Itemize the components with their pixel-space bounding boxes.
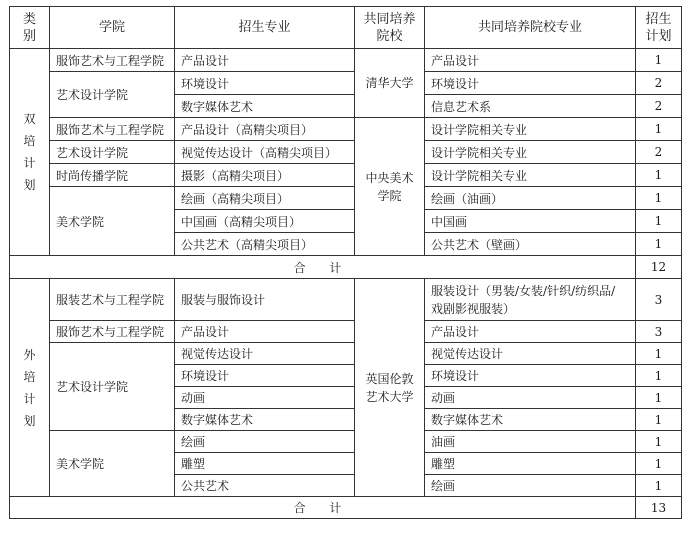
category-dual: 双 培 计 划 [10,49,50,256]
partner-major-cell: 信息艺术系 [425,95,636,118]
partner-major-cell: 雕塑 [425,453,636,475]
major-cell: 绘画（高精尖项目） [175,187,355,210]
table-row [10,187,682,210]
quota-cell: 1 [636,118,682,141]
quota-cell: 2 [636,72,682,95]
major-cell: 数字媒体艺术 [175,409,355,431]
partner-major-cell: 中国画 [425,210,636,233]
major-cell: 绘画 [175,431,355,453]
major-cell: 服装与服饰设计 [175,279,355,321]
total-label: 合 计 [10,256,636,279]
school-cell: 服饰艺术与工程学院 [50,49,175,72]
major-cell: 产品设计 [175,49,355,72]
total-row-external [10,497,682,519]
major-cell: 数字媒体艺术 [175,95,355,118]
header-partner: 共同培养 院校 [355,7,425,49]
partner-major-cell: 环境设计 [425,72,636,95]
partner-tsinghua: 清华大学 [355,49,425,118]
header-school: 学院 [50,7,175,49]
table-row [10,141,682,164]
quota-cell: 1 [636,164,682,187]
school-cell: 艺术设计学院 [50,72,175,118]
school-cell: 时尚传播学院 [50,164,175,187]
partner-major-cell: 油画 [425,431,636,453]
header-major: 招生专业 [175,7,355,49]
table-row [10,49,682,72]
table-row [10,164,682,187]
school-cell: 美术学院 [50,431,175,497]
partner-major-cell: 公共艺术（壁画） [425,233,636,256]
school-cell: 艺术设计学院 [50,141,175,164]
major-cell: 视觉传达设计（高精尖项目） [175,141,355,164]
table-row [10,321,682,343]
header-row [10,7,682,49]
quota-cell: 1 [636,49,682,72]
major-cell: 产品设计 [175,321,355,343]
major-cell: 公共艺术 [175,475,355,497]
category-external: 外 培 计 划 [10,279,50,497]
major-cell: 公共艺术（高精尖项目） [175,233,355,256]
partner-major-cell: 产品设计 [425,49,636,72]
quota-cell: 2 [636,141,682,164]
partner-major-cell: 设计学院相关专业 [425,164,636,187]
partner-major-cell: 数字媒体艺术 [425,409,636,431]
major-cell: 动画 [175,387,355,409]
school-cell: 服装艺术与工程学院 [50,279,175,321]
header-quota: 招生 计划 [636,7,682,49]
partner-major-cell: 设计学院相关专业 [425,118,636,141]
school-cell: 服饰艺术与工程学院 [50,321,175,343]
quota-cell: 1 [636,233,682,256]
table-row [10,279,682,321]
quota-cell: 1 [636,365,682,387]
school-cell: 美术学院 [50,187,175,256]
partner-major-cell: 绘画（油画） [425,187,636,210]
table-row [10,431,682,453]
table-row [10,118,682,141]
partner-major-cell: 设计学院相关专业 [425,141,636,164]
total-row-dual [10,256,682,279]
partner-ual: 英国伦敦 艺术大学 [355,279,425,497]
major-cell: 环境设计 [175,72,355,95]
quota-cell: 1 [636,187,682,210]
school-cell: 艺术设计学院 [50,343,175,431]
total-value: 13 [636,497,682,519]
major-cell: 摄影（高精尖项目） [175,164,355,187]
total-value: 12 [636,256,682,279]
quota-cell: 1 [636,343,682,365]
partner-cafa: 中央美术 学院 [355,118,425,256]
total-label: 合 计 [10,497,636,519]
quota-cell: 1 [636,475,682,497]
major-cell: 环境设计 [175,365,355,387]
major-cell: 视觉传达设计 [175,343,355,365]
quota-cell: 1 [636,453,682,475]
quota-cell: 1 [636,387,682,409]
table-row [10,72,682,95]
quota-cell: 1 [636,210,682,233]
table-row [10,343,682,365]
partner-major-cell: 服装设计（男装/女装/针织/纺织品/ 戏剧影视服装） [425,279,636,321]
partner-major-cell: 绘画 [425,475,636,497]
header-category: 类 别 [10,7,50,49]
partner-major-cell: 视觉传达设计 [425,343,636,365]
major-cell: 产品设计（高精尖项目） [175,118,355,141]
enrollment-plan-table [9,6,682,519]
quota-cell: 3 [636,321,682,343]
quota-cell: 1 [636,409,682,431]
major-cell: 中国画（高精尖项目） [175,210,355,233]
major-cell: 雕塑 [175,453,355,475]
header-partner-major: 共同培养院校专业 [425,7,636,49]
quota-cell: 2 [636,95,682,118]
school-cell: 服饰艺术与工程学院 [50,118,175,141]
quota-cell: 3 [636,279,682,321]
partner-major-cell: 动画 [425,387,636,409]
quota-cell: 1 [636,431,682,453]
partner-major-cell: 产品设计 [425,321,636,343]
partner-major-cell: 环境设计 [425,365,636,387]
